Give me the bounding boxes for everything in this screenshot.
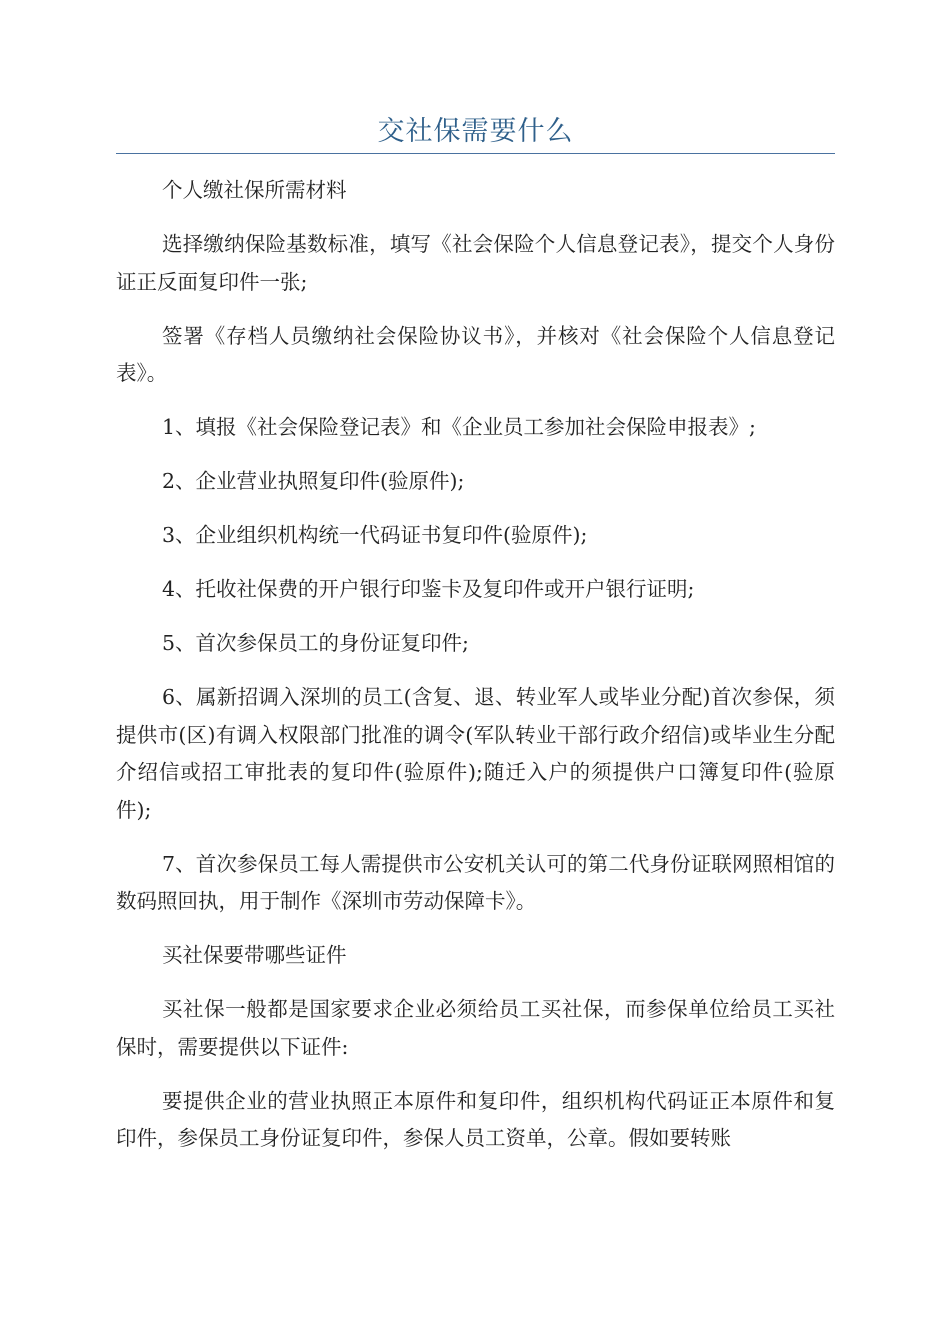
paragraph: 买社保一般都是国家要求企业必须给员工买社保，而参保单位给员工买社保时，需要提供以下证件:: [116, 997, 835, 1059]
document-body: [116, 172, 835, 1174]
list-item: 5、首次参保员工的身份证复印件;: [162, 631, 469, 655]
title-underline: [116, 153, 835, 154]
list-item: 2、企业营业执照复印件(验原件);: [162, 469, 465, 493]
list-item: 3、企业组织机构统一代码证书复印件(验原件);: [162, 523, 588, 547]
section-heading-documents: 买社保要带哪些证件: [162, 943, 347, 967]
list-item: 4、托收社保费的开户银行印鉴卡及复印件或开户银行证明;: [162, 577, 695, 601]
section-heading-materials: 个人缴社保所需材料: [162, 178, 347, 202]
list-item: 7、首次参保员工每人需提供市公安机关认可的第二代身份证联网照相馆的数码照回执，用于制作《深圳市劳动保障卡》。: [116, 851, 835, 913]
document-title: 交社保需要什么: [377, 116, 574, 147]
list-item: 6、属新招调入深圳的员工(含复、退、转业军人或毕业分配)首次参保，须提供市(区)有调入权限部门批准的调令(军队转业干部行政介绍信)或毕业生分配介绍信或招工审批表的复印件(验原件);随迁入户的须提供户口簿复印件(验原件);: [116, 685, 835, 822]
paragraph: 签署《存档人员缴纳社会保险协议书》，并核对《社会保险个人信息登记表》。: [116, 323, 835, 385]
list-item: 1、填报《社会保险登记表》和《企业员工参加社会保险申报表》;: [162, 415, 756, 439]
paragraph: 要提供企业的营业执照正本原件和复印件，组织机构代码证正本原件和复印件，参保员工身份证复印件，参保人员工资单，公章。假如要转账: [116, 1088, 835, 1150]
paragraph: 选择缴纳保险基数标准，填写《社会保险个人信息登记表》，提交个人身份证正反面复印件一张;: [116, 232, 835, 294]
